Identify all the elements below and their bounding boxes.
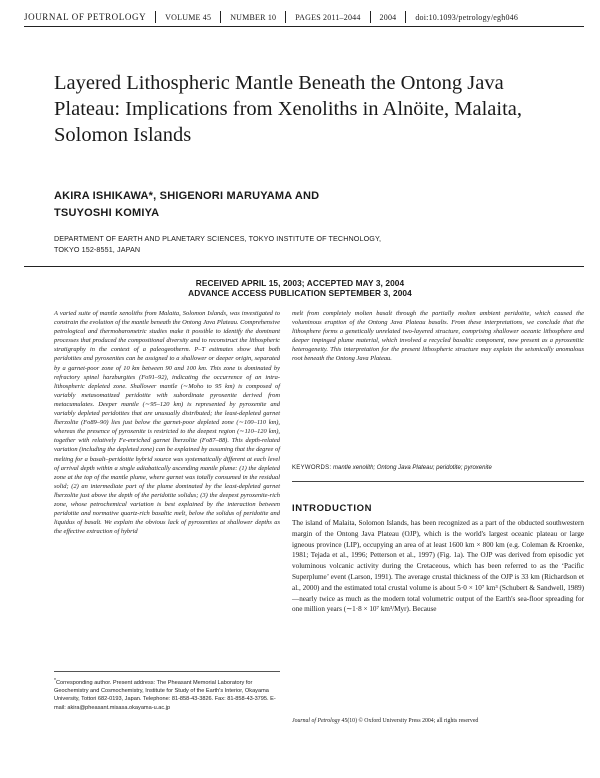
abstract-column-1: A varied suite of mantle xenoliths from Malaita, Solomon Islands, was investigated to constrain the evolution of the mantle beneath the Ontong Java Plateau. Comprehensive petrological and thermobarometric studies make it possible to identify the dominant processes that produced the compositional diversity and to reconstruct the lithospheric stratigraphy in the context of a paleogeotherm. P–T estimates show that both peridotites and pyroxenites can be assigned to a shallower or deeper origin, separated by a garnet-poor zone of 10 km between 90 and 100 km. This zone is dominated by refractory spinel harzburgites (Fo91–92), indicating the occurrence of an intra-lithospheric depleted zone. Shallower mantle (∼Moho to 95 km) is composed of variably metasomatized peridotite with subordinate pyroxenite derived from metacumulates. Deeper mantle (∼95–120 km) is represented by pyroxenite and variably depleted peridotites that are unusually distributed; the least-depleted garnet lherzolite (Fo89–90) lies just below the garnet-poor depleted zone (∼100–110 km), whereas the presence of pyroxenite is restricted to the deepest region (∼110–120 km), together with relatively Fe-enriched garnet lherzolite (Fo87–88). This depth-related variation (including the depleted zone) can be explained by assuming that the degree of melting for a basalt–peridotite hybrid source was systematically different at each level of arrival depth within a single adiabatically ascending mantle plume: (1) the depleted zone at the top of the mantle plume, where garnet was totally consumed in the residual solid; (2) an intermediate part of the plume dominated by the least-depleted garnet lherzolite just above the depth of the peridotite solidus; (3) the deepest pyroxenite-rich zone, whose petrochemical variation is best explained by the interaction between peridotite and normative quartz-rich basaltic melt, below the solidus of peridotite and liquidus of basalt. We explain the obvious lack of pyroxenites at shallower depths as the effective extraction of hybrid [54,310,280,536]
article-title: Layered Lithospheric Mantle Beneath the Ontong Java Plateau: Implications from Xenoliths in Alnöite, Malaita, Solomon Islands [54,72,522,146]
journal-header [24,10,584,24]
publication-year: 2004 [379,12,397,22]
header-divider [155,11,156,23]
abstract-column-2: melt from completely molten basalt through the partially molten ambient peridotite, which caused the voluminous eruption of the Ontong Java Plateau basalts. From these interpretations, we conclude that the lithosphere forms a genetically unrelated two-layered structure, comprising shallower oceanic lithosphere and deeper impinged plume material, which involved a recycled basaltic component, now present as a pyroxenitic heterogeneity. This interpretation for the present lithospheric structure may explain the seismically anomalous root beneath the Ontong Java Plateau. [292,310,584,363]
keywords-text: mantle xenolith; Ontong Java Plateau; peridotite; pyroxenite [333,465,492,471]
header-divider [220,11,221,23]
copyright-text: 45(10) © Oxford University Press 2004; all rights reserved [341,718,479,724]
footnote [54,677,280,712]
keywords-label: KEYWORDS: [292,465,332,471]
footnote-marker: * [54,678,56,684]
page-range: PAGES 2011–2044 [295,12,361,22]
journal-name: JOURNAL OF PETROLOGY [24,12,147,22]
introduction-text: The island of Malaita, Solomon Islands, has been recognized as a part of the obducted southwestern margin of the Ontong Java Plateau (OJP), which is the world's largest oceanic plateau or large igneous province (LIP), occupying an area of at least 1600 km × 800 km (e.g. Coleman & Kroenke, 1981; Tejada et al., 1996; Petterson et al., 1997) (Fig. 1a). The OJP was derived from episodic yet voluminous volcanic activity during the Cretaceous, which has been referred to as the ‘Pacific Superplume’ event (Larson, 1991). The average crustal thickness of the OJP is 33 km (Richardson et al., 2000) and the estimated total crustal volume is about 5·0 × 10⁷ km³ (Schubert & Sandwell, 1989)—nearly twice as much as the modern total volumetric output of the Earth's sea-floor spreading for one million years (∼1·8 × 10⁷ km³/Myr). Because [292,519,584,614]
footnote-text: Corresponding author. Present address: The Pheasant Memorial Laboratory for Geochemistry and Cosmochemistry, Institute for Study of the Earth's Interior, Okayama University, Tottori 682-0193, Japan. Telephone: 81-858-43-3826. Fax: 81-858-43-3795. E-mail: akira@pheasant.misasa.okayama-u.ac.jp [54,680,276,711]
publication-line: ADVANCE ACCESS PUBLICATION SEPTEMBER 3, 2004 [188,288,412,298]
keywords-rule [292,481,584,482]
introduction-heading: INTRODUCTION [292,503,373,514]
copyright-notice [292,717,584,725]
section-rule [24,266,584,267]
issue-number: NUMBER 10 [230,12,277,22]
volume-label: VOLUME 45 [165,12,212,22]
received-dates [30,278,570,298]
author-list [54,188,554,222]
keywords [292,465,584,471]
received-line: RECEIVED APRIL 15, 2003; ACCEPTED MAY 3, 2004 [195,278,405,288]
footnote-rule [54,671,280,672]
affiliation-line: TOKYO 152-8551, JAPAN [54,245,141,254]
header-divider [405,11,406,23]
doi: doi:10.1093/petrology/egh046 [415,12,519,22]
author-line: TSUYOSHI KOMIYA [54,207,160,219]
affiliation-line: DEPARTMENT OF EARTH AND PLANETARY SCIENCES, TOKYO INSTITUTE OF TECHNOLOGY, [54,234,382,243]
header-divider [285,11,286,23]
copyright-journal: Journal of Petrology [292,718,341,724]
header-divider [370,11,371,23]
author-line: AKIRA ISHIKAWA*, SHIGENORI MARUYAMA AND [54,190,320,202]
affiliation [54,233,574,255]
header-rule [24,26,584,27]
